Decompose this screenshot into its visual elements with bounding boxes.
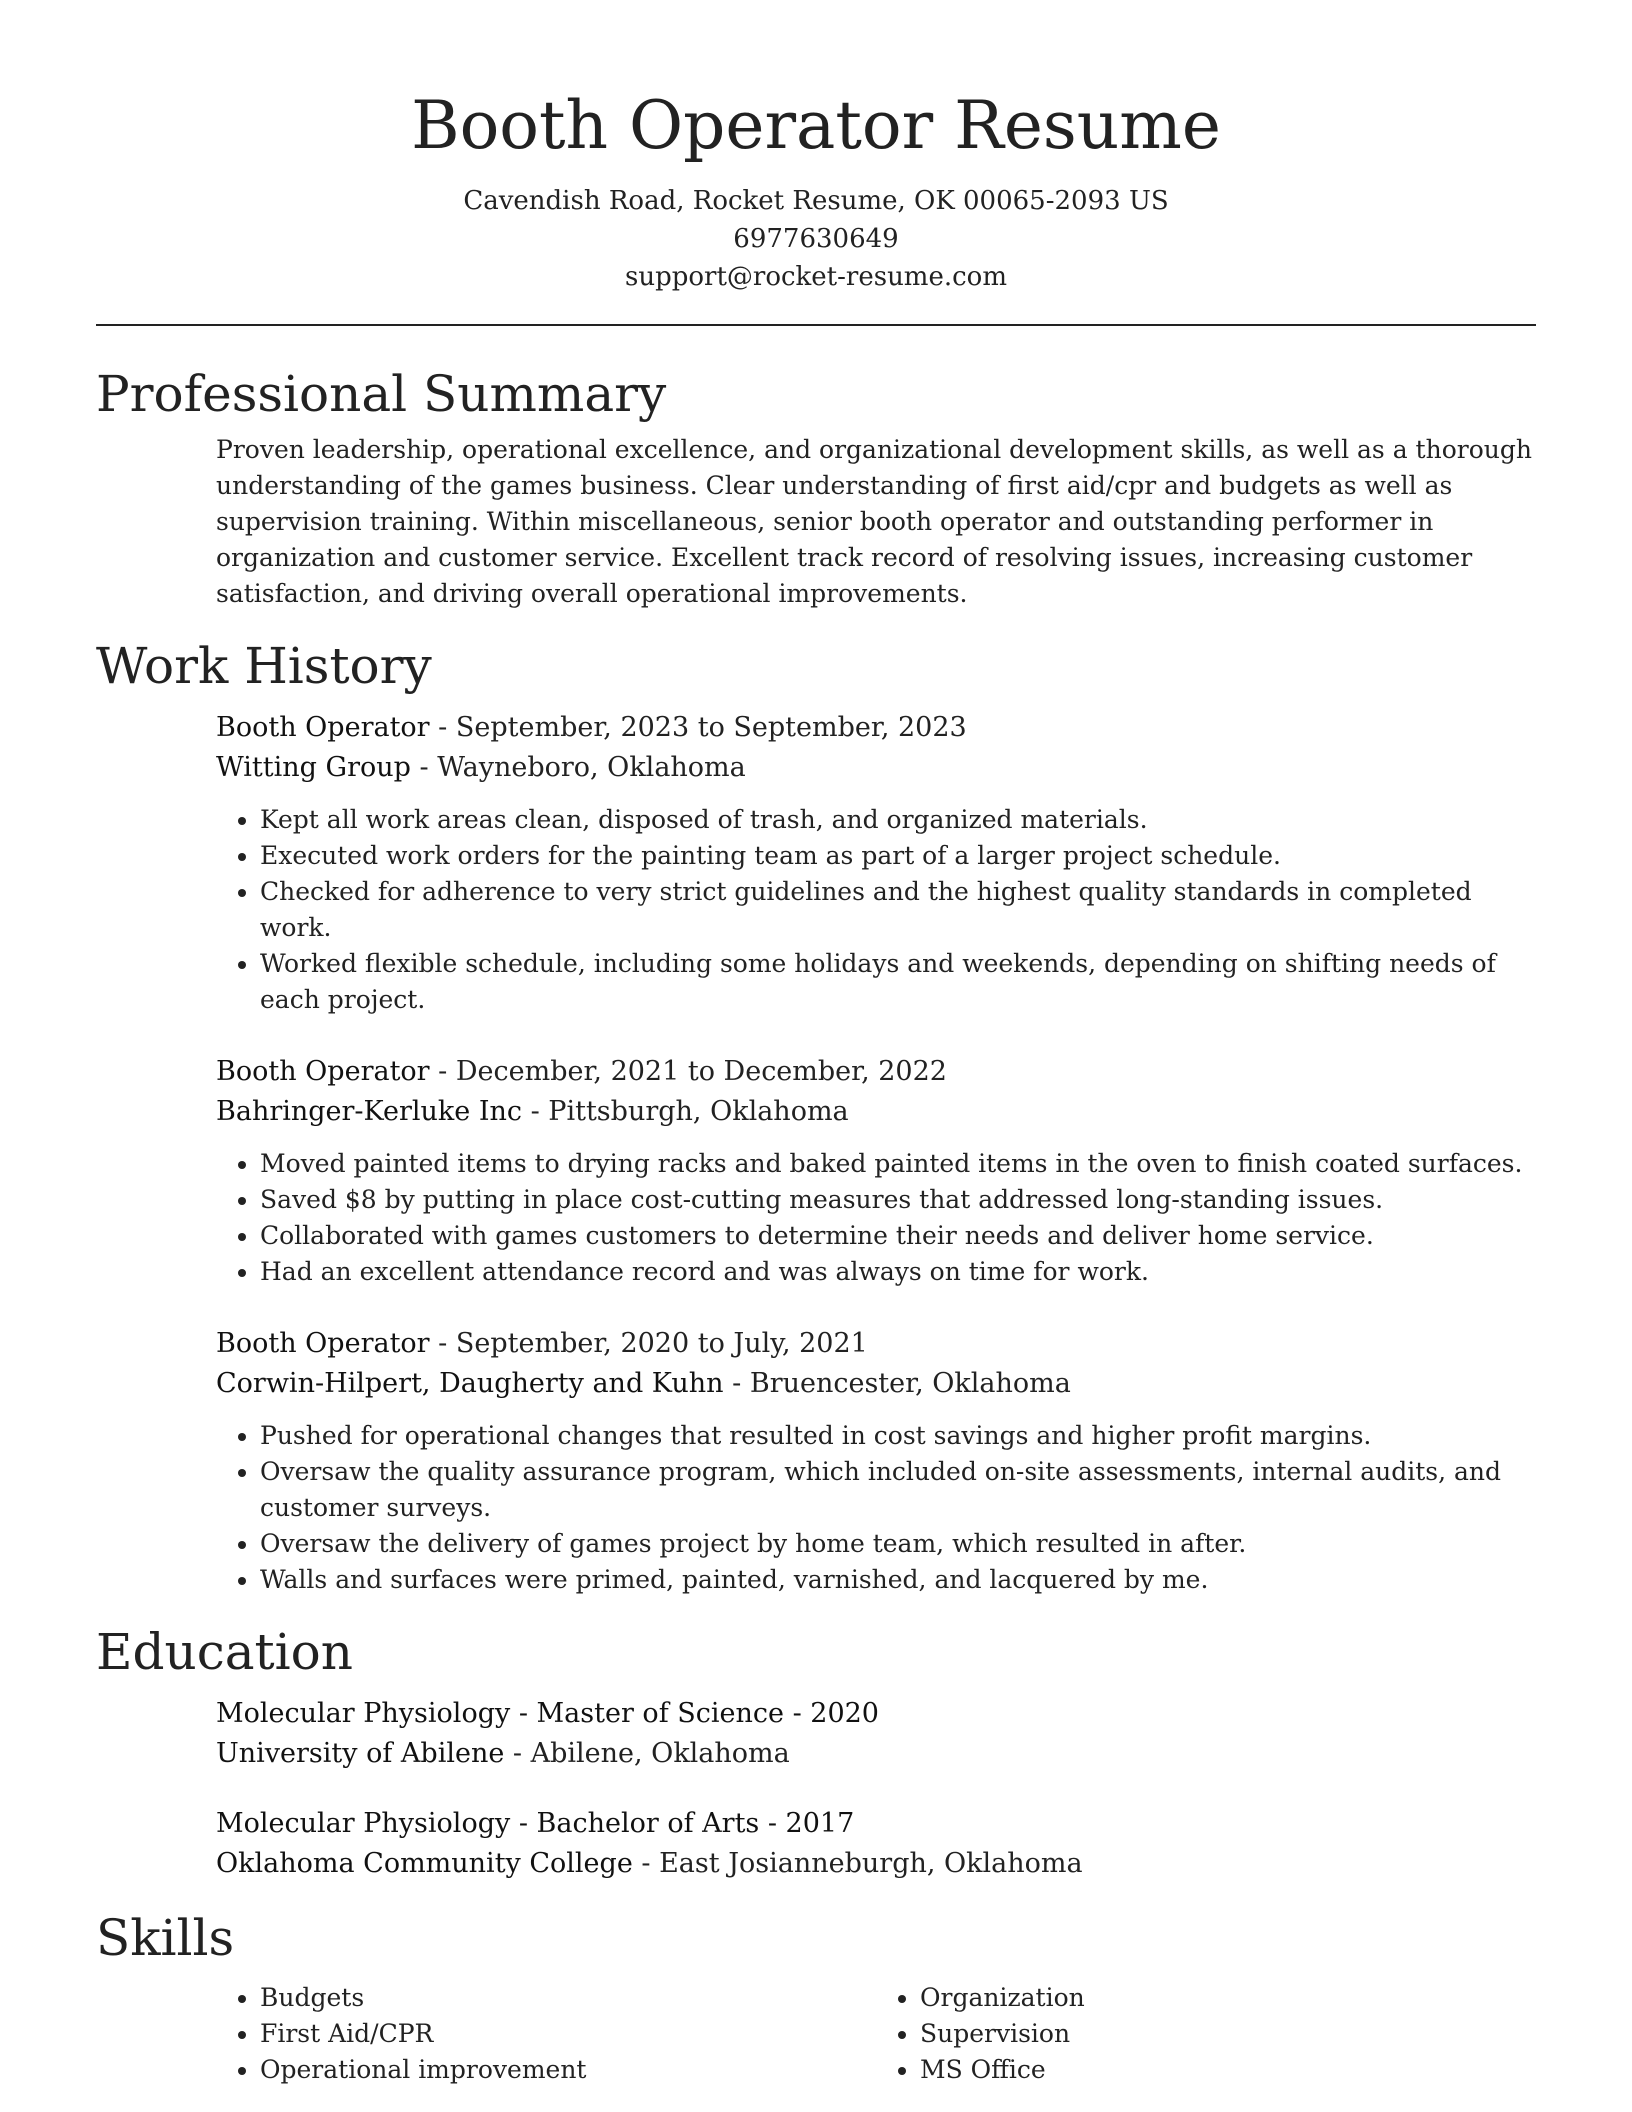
summary-section [96, 362, 1536, 612]
job-location: - Pittsburgh, Oklahoma [522, 1096, 849, 1127]
list-item: • Oversaw the quality assurance program, which included on-site assessments, internal audits, and customer surveys. [260, 1454, 1536, 1526]
degree-line: Molecular Physiology - Master of Science - 2020 [216, 1698, 879, 1729]
list-item: • Executed work orders for the painting team as part of a larger project schedule. [260, 838, 1536, 874]
phone: 6977630649 [733, 224, 899, 254]
list-item: • Operational improvement [260, 2052, 876, 2088]
job-location: - Bruencester, Oklahoma [723, 1368, 1071, 1399]
job-title-line [216, 1052, 1536, 1092]
job-bullets [216, 1146, 1536, 1290]
job-company: Witting Group [216, 752, 411, 783]
job-title: Booth Operator [216, 1056, 430, 1087]
job-title-line [216, 1324, 1536, 1364]
list-item: • Organization [920, 1980, 1536, 2016]
school-line [216, 1844, 1536, 1884]
work-history-heading: Work History [96, 637, 432, 695]
job-dates: - September, 2020 to July, 2021 [429, 1328, 868, 1359]
education-entry [216, 1804, 1536, 1884]
job-bullets [216, 1418, 1536, 1598]
header-divider [96, 324, 1536, 326]
skills-column-right [876, 1980, 1536, 2088]
job-company: Corwin-Hilpert, Daugherty and Kuhn [216, 1368, 724, 1399]
list-item: • Collaborated with games customers to determine their needs and deliver home service. [260, 1218, 1536, 1254]
list-item: • Moved painted items to drying racks and baked painted items in the oven to finish coated surfaces. [260, 1146, 1536, 1182]
list-item: • Had an excellent attendance record and was always on time for work. [260, 1254, 1536, 1290]
job-company-line [216, 1092, 1536, 1132]
job-entry [216, 1324, 1536, 1598]
contact-block [96, 182, 1536, 296]
summary-text: Proven leadership, operational excellence, and organizational development skills, as well as a thorough understanding of the games business. Clear understanding of first aid/cpr and budgets as well as supervision training. Within miscellaneous, senior booth operator and outstanding performer in organization and customer service. Excellent track record of resolving issues, increasing customer satisfaction, and driving overall operational improvements. [216, 435, 1532, 608]
work-history-section [96, 634, 1536, 1598]
skills-section [96, 1906, 1536, 2088]
skills-column-left [216, 1980, 876, 2088]
resume-header [96, 0, 1536, 296]
education-heading: Education [96, 1623, 353, 1681]
school-name: Oklahoma Community College [216, 1848, 633, 1879]
job-location: - Wayneboro, Oklahoma [410, 752, 746, 783]
degree-line: Molecular Physiology - Bachelor of Arts - 2017 [216, 1808, 855, 1839]
school-location: - Abilene, Oklahoma [504, 1738, 790, 1769]
list-item: • Pushed for operational changes that resulted in cost savings and higher profit margins. [260, 1418, 1536, 1454]
list-item: • First Aid/CPR [260, 2016, 876, 2052]
list-item: • Walls and surfaces were primed, painted, varnished, and lacquered by me. [260, 1562, 1536, 1598]
school-name: University of Abilene [216, 1738, 505, 1769]
skills-grid [216, 1980, 1536, 2088]
school-line [216, 1734, 1536, 1774]
skills-heading: Skills [96, 1909, 235, 1967]
school-location: - East Josianneburgh, Oklahoma [632, 1848, 1083, 1879]
job-bullets [216, 802, 1536, 1018]
job-company-line [216, 748, 1536, 788]
list-item: • Kept all work areas clean, disposed of trash, and organized materials. [260, 802, 1536, 838]
job-title: Booth Operator [216, 1328, 430, 1359]
list-item: • MS Office [920, 2052, 1536, 2088]
job-title-line [216, 708, 1536, 748]
education-section [96, 1620, 1536, 1884]
job-entry [216, 708, 1536, 1018]
job-dates: - December, 2021 to December, 2022 [429, 1056, 947, 1087]
email: support@rocket-resume.com [624, 262, 1007, 292]
list-item: • Supervision [920, 2016, 1536, 2052]
job-company: Bahringer-Kerluke Inc [216, 1096, 523, 1127]
job-title: Booth Operator [216, 712, 430, 743]
resume-title: Booth Operator Resume [411, 87, 1221, 164]
list-item: • Saved $8 by putting in place cost-cutting measures that addressed long-standing issues. [260, 1182, 1536, 1218]
job-dates: - September, 2023 to September, 2023 [429, 712, 967, 743]
list-item: • Checked for adherence to very strict guidelines and the highest quality standards in completed work. [260, 874, 1536, 946]
list-item: • Worked flexible schedule, including some holidays and weekends, depending on shifting needs of each project. [260, 946, 1536, 1018]
resume-page [96, 0, 1536, 2088]
summary-heading: Professional Summary [96, 365, 667, 423]
job-entry [216, 1052, 1536, 1290]
address: Cavendish Road, Rocket Resume, OK 00065-2093 US [463, 186, 1169, 216]
list-item: • Budgets [260, 1980, 876, 2016]
job-company-line [216, 1364, 1536, 1404]
education-entry [216, 1694, 1536, 1774]
list-item: • Oversaw the delivery of games project by home team, which resulted in after. [260, 1526, 1536, 1562]
